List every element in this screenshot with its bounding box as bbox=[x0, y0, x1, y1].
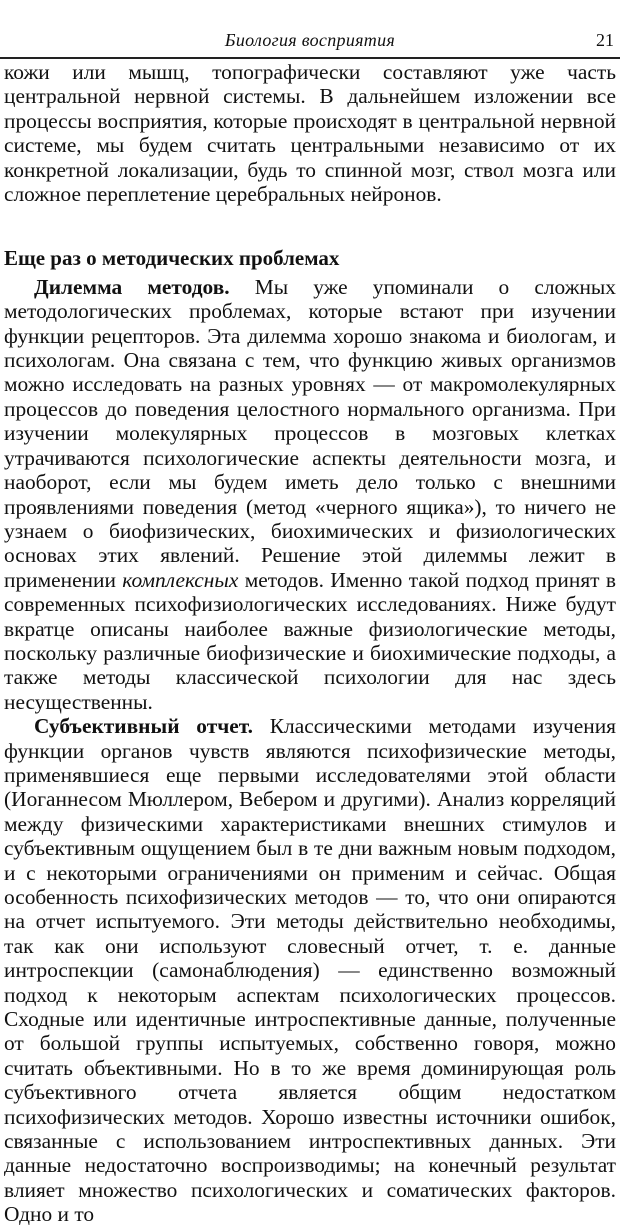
run-in-heading-method-dilemma: Дилемма методов. bbox=[34, 274, 230, 299]
emphasis-text: комплексных bbox=[122, 567, 239, 592]
spacer bbox=[4, 206, 616, 246]
page-header bbox=[0, 28, 620, 58]
paragraph-continuation: кожи или мышц, топографически составляют уже часть центральной нервной системы. В дальнейшем изложении все процессы восприятия, которые происходят в центральной нервной системе, мы будем считать центральными независимо от их конкретной локализации, будь то спинной мозг, ствол мозга или сложное переплетение церебральных нейронов. bbox=[4, 60, 616, 207]
page-body bbox=[4, 60, 616, 1227]
header-rule bbox=[0, 57, 620, 59]
section-heading: Еще раз о методических проблемах bbox=[4, 246, 340, 271]
paragraph-subjective-report bbox=[4, 714, 616, 1227]
paragraph-text: Классическими методами изучения функции органов чувств являются психофизические методы, применявшиеся еще первыми исследователями этой области (Иоганнесом Мюллером, Вебером и другими). Анализ корреляций между физическими характеристиками внешних стимулов и субъективным ощущением был в те дни важным новым подходом, и с некоторыми ограничениями он применим и сейчас. Общая особенность психофизических методов — то, что они опираются на отчет испытуемого. Эти методы действительно необходимы, так как они используют словесный отчет, т. е. данные интроспекции (самонаблюдения) — единственно возможный подход к некоторым аспектам психологических процессов. Сходные или идентичные интроспективные данные, полученные от большой группы испытуемых, собственно говоря, можно считать объективными. Но в то же время доминирующая роль субъективного отчета является общим недостатком психофизических методов. Хорошо известны источники ошибок, связанные с использованием интроспективных данных. Эти данные недостаточно воспроизводимы; на конечный результат влияет множество психологических и соматических факторов. Одно и то bbox=[4, 714, 616, 1227]
paragraph-method-dilemma bbox=[4, 275, 616, 714]
paragraph-text: Мы уже упоминали о сложных методологических проблемах, которые встают при изучении функции рецепторов. Эта дилемма хорошо знакома и биологам, и психологам. Она связана с тем, что функцию живых организмов можно исследовать на разных уровнях — от макромолекулярных процессов до поведения целостного нормального организма. При изучении молекулярных процессов в мозговых клетках утрачиваются психологические аспекты деятельности мозга, и наоборот, если мы будем иметь дело только с внешними проявлениями поведения (метод «черного ящика»), то ничего не узнаем о биофизических, биохимических и физиологических основах этих явлений. Решение этой дилеммы лежит в применении bbox=[4, 274, 616, 592]
paragraph-text: методов. Именно такой подход принят в современных психофизиологических исследованиях. Ниже будут вкратце описаны наиболее важные физиологические методы, поскольку различные биофизические и биохимические подходы, а также методы классической психологии для нас здесь несущественны. bbox=[4, 567, 616, 714]
run-in-heading-subjective-report: Субъективный отчет. bbox=[34, 714, 254, 739]
page-number: 21 bbox=[596, 30, 614, 50]
running-head: Биология восприятия bbox=[224, 30, 396, 50]
